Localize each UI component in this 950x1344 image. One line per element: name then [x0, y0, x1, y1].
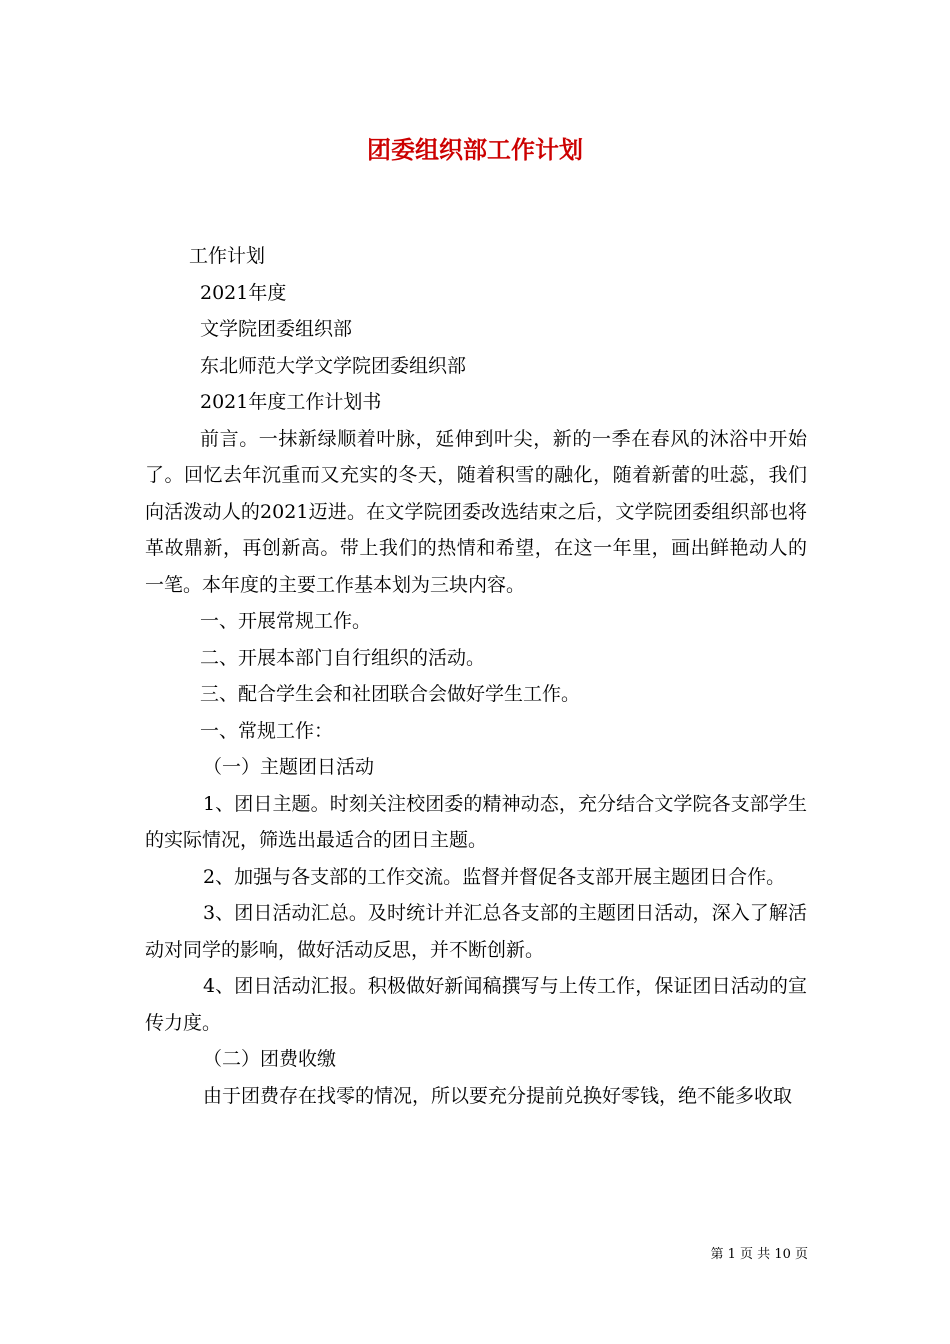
paragraph-heading: 工作计划 [189, 245, 266, 267]
subsection-heading: （一）主题团日活动 [203, 756, 375, 778]
paragraph-item-2: 二、开展本部门自行组织的活动。 [200, 646, 486, 669]
subsection-heading: （二）团费收缴 [203, 1048, 337, 1070]
paragraph-point-4: 4、团日活动汇报。积极做好新闻稿撰写与上传工作，保证团日活动的宣传力度。 [145, 975, 807, 1034]
paragraph-point-3: 3、团日活动汇总。及时统计并汇总各支部的主题团日活动，深入了解活动对同学的影响，做好活动反思，并不断创新。 [145, 902, 807, 961]
document-body [145, 238, 807, 1114]
paragraph-plan-title: 2021年度工作计划书 [200, 391, 382, 413]
paragraph-university: 东北师范大学文学院团委组织部 [200, 354, 467, 377]
paragraph-preface: 前言。一抹新绿顺着叶脉，延伸到叶尖，新的一季在春风的沐浴中开始了。回忆去年沉重而又充实的冬天，随着积雪的融化，随着新蕾的吐蕊，我们向活泼动人的2021迈进。在文学院团委改选结束之后，文学院团委组织部也将革故鼎新，再创新高。带上我们的热情和希望，在这一年里，画出鲜艳动人的一笔。本年度的主要工作基本划为三块内容。 [145, 427, 807, 596]
document-title: 团委组织部工作计划 [367, 135, 583, 164]
paragraph-point-2: 2、加强与各支部的工作交流。监督并督促各支部开展主题团日合作。 [203, 865, 786, 888]
page-number: 第 1 页 共 10 页 [710, 1247, 808, 1262]
paragraph-item-1: 一、开展常规工作。 [200, 610, 372, 632]
paragraph-year: 2021年度 [200, 281, 287, 304]
paragraph-department: 文学院团委组织部 [200, 318, 353, 340]
section-heading: 一、常规工作： [200, 719, 334, 742]
paragraph-point-1: 1、团日主题。时刻关注校团委的精神动态，充分结合文学院各支部学生的实际情况，筛选出最适合的团日主题。 [145, 792, 807, 851]
paragraph-fees: 由于团费存在找零的情况，所以要充分提前兑换好零钱，绝不能多收取 [203, 1084, 793, 1107]
paragraph-item-3: 三、配合学生会和社团联合会做好学生工作。 [200, 683, 581, 705]
